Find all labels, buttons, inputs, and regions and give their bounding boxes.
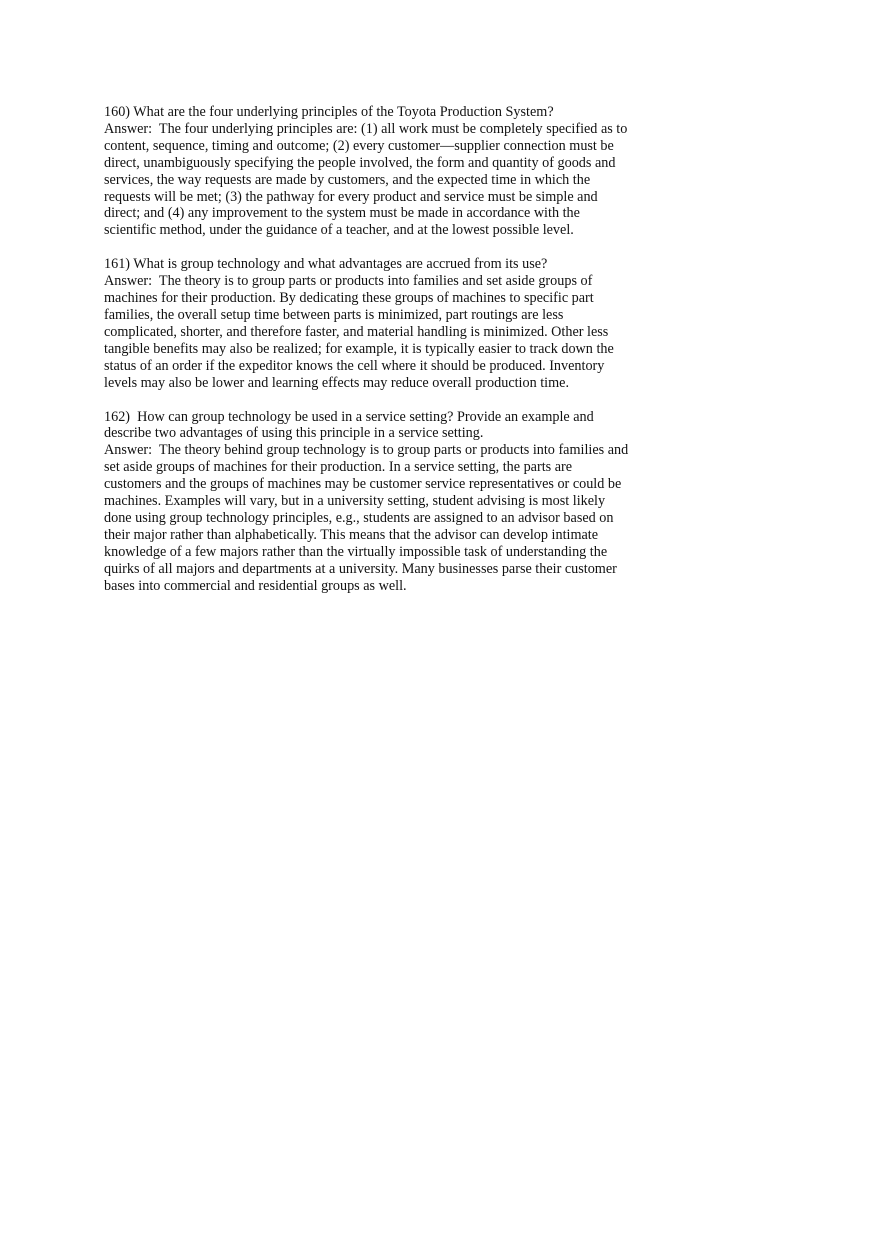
answer-text: set aside groups of machines for their production. In a service setting, the parts are — [104, 459, 573, 476]
answer-text: Answer: The four underlying principles are: (1) all work must be completely specified as to — [104, 120, 628, 137]
answer-text: Answer: The theory is to group parts or products into families and set aside groups of — [104, 273, 593, 290]
answer-text: tangible benefits may also be realized; for example, it is typically easier to track down the — [104, 340, 614, 357]
answer-text: quirks of all majors and departments at a university. Many businesses parse their customer — [104, 560, 617, 577]
answer-text: Answer: The theory behind group technology is to group parts or products into families and — [104, 442, 629, 459]
answer-text: families, the overall setup time between parts is minimized, part routings are less — [104, 306, 564, 323]
answer-text: bases into commercial and residential groups as well. — [104, 577, 407, 594]
answer-text: scientific method, under the guidance of a teacher, and at the lowest possible level. — [104, 222, 574, 239]
answer-text: content, sequence, timing and outcome; (2) every customer—supplier connection must be — [104, 137, 614, 154]
answer-text: machines. Examples will vary, but in a university setting, student advising is most likely — [104, 493, 606, 510]
question-161 — [104, 256, 664, 391]
question-text: 162) How can group technology be used in a service setting? Provide an example and — [104, 408, 594, 425]
question-text: 160) What are the four underlying principles of the Toyota Production System? — [104, 104, 554, 120]
answer-text: levels may also be lower and learning effects may reduce overall production time. — [104, 374, 569, 391]
answer-text: requests will be met; (3) the pathway for every product and service must be simple and — [104, 188, 598, 205]
answer-text: direct; and (4) any improvement to the system must be made in accordance with the — [104, 205, 580, 222]
answer-text: customers and the groups of machines may be customer service representatives or could be — [104, 476, 622, 493]
answer-text: complicated, shorter, and therefore faster, and material handling is minimized. Other less — [104, 323, 609, 340]
answer-text: their major rather than alphabetically. This means that the advisor can develop intimate — [104, 526, 599, 543]
answer-text: services, the way requests are made by customers, and the expected time in which the — [104, 171, 591, 188]
answer-text: status of an order if the expeditor knows the cell where it should be produced. Inventory — [104, 357, 605, 374]
document-page — [104, 104, 664, 611]
question-160 — [104, 104, 664, 239]
question-text: describe two advantages of using this principle in a service setting. — [104, 425, 484, 442]
answer-text: knowledge of a few majors rather than the virtually impossible task of understanding the — [104, 543, 608, 560]
answer-text: done using group technology principles, e.g., students are assigned to an advisor based on — [104, 509, 614, 526]
question-162 — [104, 409, 664, 595]
answer-text: direct, unambiguously specifying the people involved, the form and quantity of goods and — [104, 154, 616, 171]
question-text: 161) What is group technology and what advantages are accrued from its use? — [104, 256, 548, 273]
answer-text: machines for their production. By dedicating these groups of machines to specific part — [104, 290, 594, 307]
